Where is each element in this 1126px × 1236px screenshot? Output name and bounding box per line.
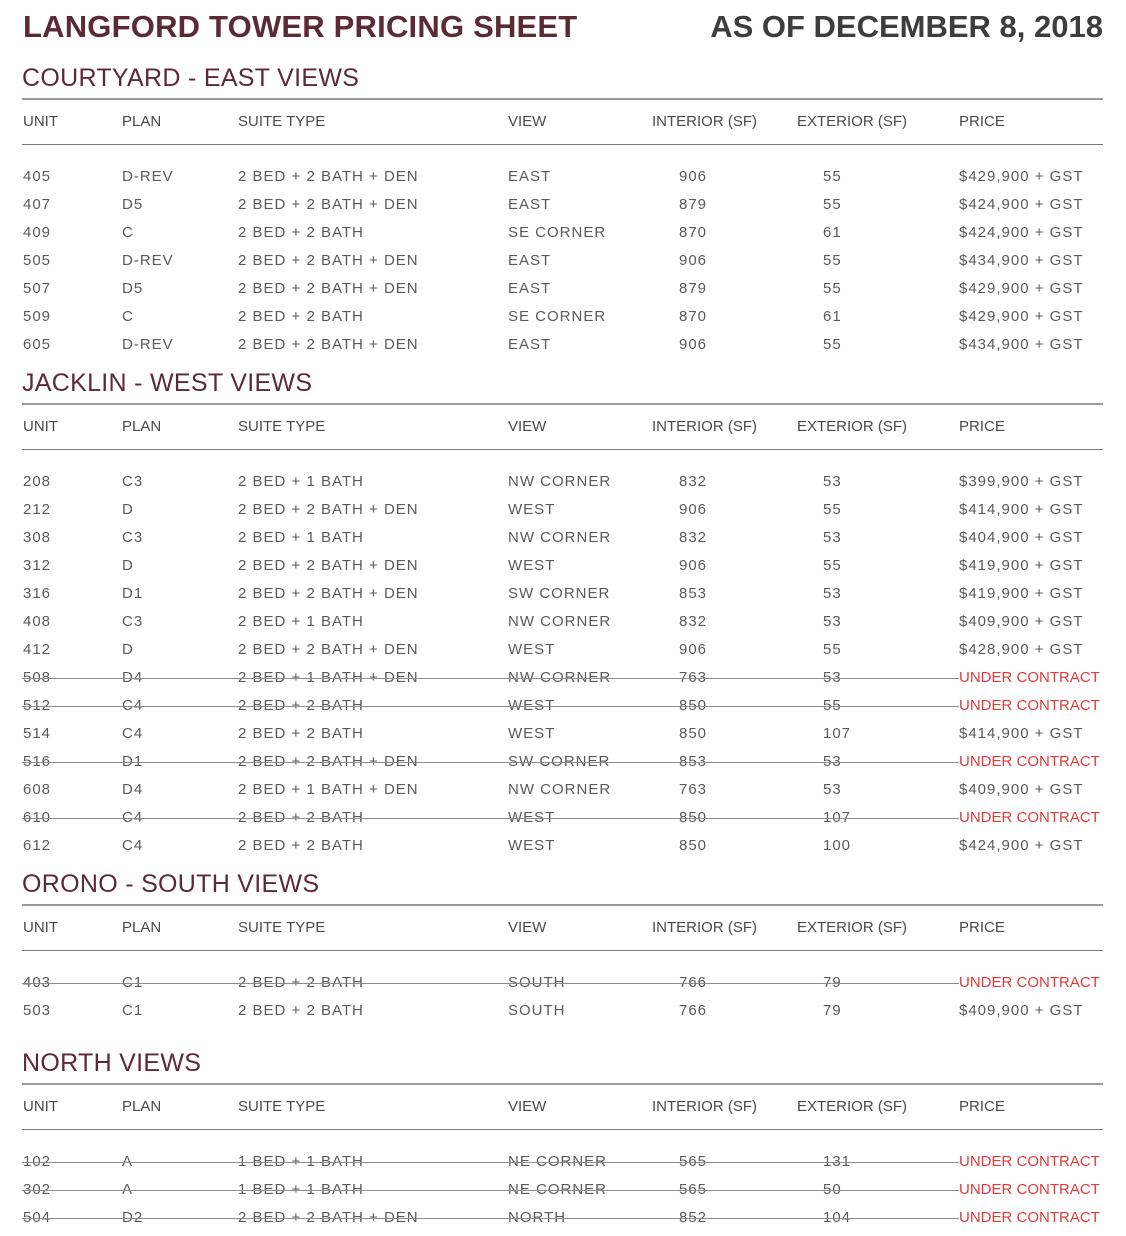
view-cell: EAST: [508, 280, 552, 297]
price-cell: $428,900 + GST: [959, 641, 1084, 658]
plan-cell: D4: [122, 781, 144, 798]
view-cell: NW CORNER: [508, 529, 612, 546]
under-contract-status: UNDER CONTRACT: [959, 753, 1100, 770]
price-cell: $409,900 + GST: [959, 613, 1084, 630]
column-header-price: PRICE: [959, 113, 1005, 130]
interior-sf-cell: 906: [679, 336, 708, 353]
table-body: [22, 1130, 1103, 1236]
unit-cell: 610: [23, 809, 52, 826]
strikethrough-line: [22, 678, 959, 679]
plan-cell: D1: [122, 753, 144, 770]
view-cell: EAST: [508, 252, 552, 269]
unit-cell: 102: [23, 1153, 52, 1170]
table-body: [22, 951, 1103, 1029]
under-contract-status: UNDER CONTRACT: [959, 809, 1100, 826]
column-header-price: PRICE: [959, 919, 1005, 936]
pricing-section: [22, 58, 1103, 363]
view-cell: SE CORNER: [508, 224, 607, 241]
column-header-view: VIEW: [508, 418, 547, 435]
column-header-view: VIEW: [508, 919, 547, 936]
pricing-section: [22, 864, 1103, 1029]
view-cell: SOUTH: [508, 974, 566, 991]
view-cell: NW CORNER: [508, 669, 612, 686]
unit-cell: 516: [23, 753, 52, 770]
view-cell: WEST: [508, 641, 556, 658]
table-row: [22, 303, 1103, 331]
under-contract-status: UNDER CONTRACT: [959, 697, 1100, 714]
interior-sf-cell: 852: [679, 1209, 708, 1226]
column-header-unit: UNIT: [23, 1098, 58, 1115]
section-title: NORTH VIEWS: [22, 1049, 202, 1077]
column-header-view: VIEW: [508, 1098, 547, 1115]
table-row: [22, 608, 1103, 636]
under-contract-status: UNDER CONTRACT: [959, 669, 1100, 686]
price-cell: $429,900 + GST: [959, 280, 1084, 297]
exterior-sf-cell: 50: [823, 1181, 842, 1198]
plan-cell: C4: [122, 809, 144, 826]
column-header-view: VIEW: [508, 113, 547, 130]
plan-cell: C: [122, 308, 134, 325]
table-row: [22, 748, 1103, 776]
interior-sf-cell: 850: [679, 697, 708, 714]
price-cell: $414,900 + GST: [959, 725, 1084, 742]
unit-cell: 316: [23, 585, 52, 602]
plan-cell: C1: [122, 974, 144, 991]
interior-sf-cell: 850: [679, 725, 708, 742]
strikethrough-line: [22, 1190, 959, 1191]
strikethrough-line: [22, 1218, 959, 1219]
plan-cell: A: [122, 1153, 134, 1170]
view-cell: NE CORNER: [508, 1153, 608, 1170]
table-header-row: [22, 100, 1103, 144]
suite-type-cell: 2 BED + 2 BATH: [238, 725, 364, 742]
exterior-sf-cell: 55: [823, 501, 842, 518]
exterior-sf-cell: 104: [823, 1209, 852, 1226]
view-cell: SW CORNER: [508, 753, 611, 770]
exterior-sf-cell: 55: [823, 280, 842, 297]
strikethrough-line: [22, 1162, 959, 1163]
exterior-sf-cell: 53: [823, 781, 842, 798]
interior-sf-cell: 870: [679, 224, 708, 241]
suite-type-cell: 2 BED + 1 BATH: [238, 529, 364, 546]
suite-type-cell: 1 BED + 1 BATH: [238, 1153, 364, 1170]
under-contract-status: UNDER CONTRACT: [959, 974, 1100, 991]
column-header-interior: INTERIOR (SF): [652, 919, 757, 936]
column-header-suite-type: SUITE TYPE: [238, 113, 326, 130]
table-row: [22, 664, 1103, 692]
table-row: [22, 580, 1103, 608]
view-cell: SE CORNER: [508, 308, 607, 325]
view-cell: NW CORNER: [508, 613, 612, 630]
page-title: LANGFORD TOWER PRICING SHEET: [23, 9, 578, 44]
table-header-row: [22, 405, 1103, 449]
interior-sf-cell: 853: [679, 585, 708, 602]
exterior-sf-cell: 61: [823, 224, 842, 241]
table-row: [22, 524, 1103, 552]
under-contract-status: UNDER CONTRACT: [959, 1181, 1100, 1198]
column-header-price: PRICE: [959, 1098, 1005, 1115]
interior-sf-cell: 832: [679, 529, 708, 546]
column-header-interior: INTERIOR (SF): [652, 418, 757, 435]
exterior-sf-cell: 53: [823, 529, 842, 546]
column-header-plan: PLAN: [122, 418, 162, 435]
unit-cell: 405: [23, 168, 52, 185]
plan-cell: C3: [122, 613, 144, 630]
exterior-sf-cell: 100: [823, 837, 852, 854]
exterior-sf-cell: 53: [823, 753, 842, 770]
plan-cell: D5: [122, 280, 144, 297]
price-cell: $424,900 + GST: [959, 196, 1084, 213]
interior-sf-cell: 763: [679, 669, 708, 686]
unit-cell: 308: [23, 529, 52, 546]
section-title: COURTYARD - EAST VIEWS: [22, 64, 360, 92]
unit-cell: 212: [23, 501, 52, 518]
table-row: [22, 219, 1103, 247]
sections-container: [22, 58, 1103, 1236]
pricing-section: [22, 1043, 1103, 1236]
section-title: JACKLIN - WEST VIEWS: [22, 369, 313, 397]
unit-cell: 514: [23, 725, 52, 742]
suite-type-cell: 2 BED + 2 BATH + DEN: [238, 501, 419, 518]
suite-type-cell: 2 BED + 2 BATH: [238, 224, 364, 241]
view-cell: WEST: [508, 725, 556, 742]
suite-type-cell: 2 BED + 1 BATH + DEN: [238, 781, 419, 798]
view-cell: WEST: [508, 809, 556, 826]
price-cell: $419,900 + GST: [959, 557, 1084, 574]
suite-type-cell: 2 BED + 2 BATH + DEN: [238, 252, 419, 269]
unit-cell: 408: [23, 613, 52, 630]
interior-sf-cell: 850: [679, 837, 708, 854]
view-cell: EAST: [508, 196, 552, 213]
plan-cell: D-REV: [122, 168, 174, 185]
exterior-sf-cell: 55: [823, 252, 842, 269]
unit-cell: 505: [23, 252, 52, 269]
suite-type-cell: 2 BED + 2 BATH + DEN: [238, 753, 419, 770]
unit-cell: 508: [23, 669, 52, 686]
interior-sf-cell: 763: [679, 781, 708, 798]
view-cell: NW CORNER: [508, 473, 612, 490]
price-cell: $429,900 + GST: [959, 308, 1084, 325]
suite-type-cell: 2 BED + 2 BATH: [238, 1002, 364, 1019]
price-cell: $404,900 + GST: [959, 529, 1084, 546]
strikethrough-line: [22, 818, 959, 819]
pricing-sheet: [22, 0, 1103, 1236]
table-row: [22, 776, 1103, 804]
column-header-price: PRICE: [959, 418, 1005, 435]
exterior-sf-cell: 79: [823, 1002, 842, 1019]
suite-type-cell: 2 BED + 2 BATH: [238, 809, 364, 826]
table-header-row: [22, 906, 1103, 950]
suite-type-cell: 2 BED + 2 BATH + DEN: [238, 641, 419, 658]
interior-sf-cell: 879: [679, 196, 708, 213]
header: [22, 0, 1103, 58]
unit-cell: 409: [23, 224, 52, 241]
interior-sf-cell: 853: [679, 753, 708, 770]
interior-sf-cell: 565: [679, 1153, 708, 1170]
unit-cell: 503: [23, 1002, 52, 1019]
strikethrough-line: [22, 983, 959, 984]
interior-sf-cell: 906: [679, 501, 708, 518]
view-cell: SOUTH: [508, 1002, 566, 1019]
column-header-suite-type: SUITE TYPE: [238, 418, 326, 435]
column-header-suite-type: SUITE TYPE: [238, 1098, 326, 1115]
suite-type-cell: 2 BED + 2 BATH + DEN: [238, 557, 419, 574]
plan-cell: D2: [122, 1209, 144, 1226]
price-cell: $429,900 + GST: [959, 168, 1084, 185]
exterior-sf-cell: 107: [823, 725, 852, 742]
unit-cell: 509: [23, 308, 52, 325]
suite-type-cell: 2 BED + 2 BATH: [238, 837, 364, 854]
unit-cell: 608: [23, 781, 52, 798]
interior-sf-cell: 850: [679, 809, 708, 826]
table-row: [22, 636, 1103, 664]
price-cell: $409,900 + GST: [959, 1002, 1084, 1019]
plan-cell: D-REV: [122, 336, 174, 353]
strikethrough-line: [22, 762, 959, 763]
plan-cell: C4: [122, 697, 144, 714]
plan-cell: D: [122, 557, 134, 574]
interior-sf-cell: 906: [679, 168, 708, 185]
as-of-date: AS OF DECEMBER 8, 2018: [710, 9, 1103, 44]
suite-type-cell: 2 BED + 2 BATH + DEN: [238, 336, 419, 353]
column-header-plan: PLAN: [122, 919, 162, 936]
unit-cell: 512: [23, 697, 52, 714]
table-row: [22, 468, 1103, 496]
interior-sf-cell: 906: [679, 641, 708, 658]
column-header-unit: UNIT: [23, 418, 58, 435]
view-cell: WEST: [508, 697, 556, 714]
column-header-exterior: EXTERIOR (SF): [797, 418, 908, 435]
interior-sf-cell: 766: [679, 974, 708, 991]
plan-cell: C1: [122, 1002, 144, 1019]
plan-cell: A: [122, 1181, 134, 1198]
plan-cell: D5: [122, 196, 144, 213]
view-cell: EAST: [508, 168, 552, 185]
column-header-exterior: EXTERIOR (SF): [797, 113, 908, 130]
plan-cell: D1: [122, 585, 144, 602]
unit-cell: 507: [23, 280, 52, 297]
table-row: [22, 331, 1103, 359]
view-cell: NORTH: [508, 1209, 567, 1226]
interior-sf-cell: 565: [679, 1181, 708, 1198]
table-row: [22, 552, 1103, 580]
unit-cell: 412: [23, 641, 52, 658]
suite-type-cell: 2 BED + 2 BATH + DEN: [238, 1209, 419, 1226]
table-row: [22, 191, 1103, 219]
plan-cell: D: [122, 641, 134, 658]
under-contract-status: UNDER CONTRACT: [959, 1209, 1100, 1226]
table-row: [22, 720, 1103, 748]
view-cell: SW CORNER: [508, 585, 611, 602]
unit-cell: 605: [23, 336, 52, 353]
price-cell: $434,900 + GST: [959, 336, 1084, 353]
price-cell: $414,900 + GST: [959, 501, 1084, 518]
unit-cell: 407: [23, 196, 52, 213]
exterior-sf-cell: 55: [823, 641, 842, 658]
table-row: [22, 1204, 1103, 1232]
exterior-sf-cell: 107: [823, 809, 852, 826]
view-cell: NE CORNER: [508, 1181, 608, 1198]
exterior-sf-cell: 79: [823, 974, 842, 991]
exterior-sf-cell: 55: [823, 557, 842, 574]
table-row: [22, 275, 1103, 303]
price-cell: $409,900 + GST: [959, 781, 1084, 798]
suite-type-cell: 2 BED + 1 BATH: [238, 613, 364, 630]
view-cell: WEST: [508, 557, 556, 574]
plan-cell: C3: [122, 529, 144, 546]
plan-cell: C: [122, 224, 134, 241]
interior-sf-cell: 906: [679, 252, 708, 269]
table-row: [22, 496, 1103, 524]
column-header-exterior: EXTERIOR (SF): [797, 1098, 908, 1115]
exterior-sf-cell: 55: [823, 168, 842, 185]
strikethrough-line: [22, 706, 959, 707]
column-header-unit: UNIT: [23, 113, 58, 130]
section-title: ORONO - SOUTH VIEWS: [22, 870, 320, 898]
plan-cell: D: [122, 501, 134, 518]
table-row: [22, 1148, 1103, 1176]
exterior-sf-cell: 53: [823, 473, 842, 490]
table-row: [22, 1176, 1103, 1204]
exterior-sf-cell: 55: [823, 196, 842, 213]
column-header-plan: PLAN: [122, 113, 162, 130]
exterior-sf-cell: 55: [823, 697, 842, 714]
unit-cell: 302: [23, 1181, 52, 1198]
price-cell: $424,900 + GST: [959, 224, 1084, 241]
suite-type-cell: 2 BED + 2 BATH: [238, 308, 364, 325]
table-row: [22, 969, 1103, 997]
exterior-sf-cell: 61: [823, 308, 842, 325]
table-header-row: [22, 1085, 1103, 1129]
column-header-interior: INTERIOR (SF): [652, 113, 757, 130]
suite-type-cell: 2 BED + 2 BATH + DEN: [238, 168, 419, 185]
column-header-unit: UNIT: [23, 919, 58, 936]
plan-cell: D-REV: [122, 252, 174, 269]
view-cell: NW CORNER: [508, 781, 612, 798]
exterior-sf-cell: 131: [823, 1153, 852, 1170]
interior-sf-cell: 879: [679, 280, 708, 297]
plan-cell: D4: [122, 669, 144, 686]
price-cell: $434,900 + GST: [959, 252, 1084, 269]
suite-type-cell: 2 BED + 2 BATH + DEN: [238, 196, 419, 213]
price-cell: $424,900 + GST: [959, 837, 1084, 854]
interior-sf-cell: 870: [679, 308, 708, 325]
suite-type-cell: 2 BED + 1 BATH + DEN: [238, 669, 419, 686]
pricing-section: [22, 363, 1103, 864]
interior-sf-cell: 906: [679, 557, 708, 574]
exterior-sf-cell: 53: [823, 613, 842, 630]
unit-cell: 312: [23, 557, 52, 574]
table-body: [22, 145, 1103, 363]
suite-type-cell: 2 BED + 2 BATH: [238, 974, 364, 991]
exterior-sf-cell: 53: [823, 585, 842, 602]
column-header-exterior: EXTERIOR (SF): [797, 919, 908, 936]
exterior-sf-cell: 53: [823, 669, 842, 686]
interior-sf-cell: 766: [679, 1002, 708, 1019]
under-contract-status: UNDER CONTRACT: [959, 1153, 1100, 1170]
exterior-sf-cell: 55: [823, 336, 842, 353]
suite-type-cell: 2 BED + 1 BATH: [238, 473, 364, 490]
table-row: [22, 832, 1103, 860]
plan-cell: C4: [122, 725, 144, 742]
column-header-interior: INTERIOR (SF): [652, 1098, 757, 1115]
view-cell: WEST: [508, 501, 556, 518]
suite-type-cell: 2 BED + 2 BATH: [238, 697, 364, 714]
suite-type-cell: 1 BED + 1 BATH: [238, 1181, 364, 1198]
price-cell: $419,900 + GST: [959, 585, 1084, 602]
view-cell: EAST: [508, 336, 552, 353]
interior-sf-cell: 832: [679, 473, 708, 490]
table-row: [22, 163, 1103, 191]
suite-type-cell: 2 BED + 2 BATH + DEN: [238, 280, 419, 297]
plan-cell: C3: [122, 473, 144, 490]
unit-cell: 208: [23, 473, 52, 490]
table-row: [22, 692, 1103, 720]
column-header-suite-type: SUITE TYPE: [238, 919, 326, 936]
table-row: [22, 804, 1103, 832]
table-row: [22, 997, 1103, 1025]
interior-sf-cell: 832: [679, 613, 708, 630]
unit-cell: 403: [23, 974, 52, 991]
unit-cell: 612: [23, 837, 52, 854]
column-header-plan: PLAN: [122, 1098, 162, 1115]
view-cell: WEST: [508, 837, 556, 854]
unit-cell: 504: [23, 1209, 52, 1226]
suite-type-cell: 2 BED + 2 BATH + DEN: [238, 585, 419, 602]
price-cell: $399,900 + GST: [959, 473, 1084, 490]
table-body: [22, 450, 1103, 864]
table-row: [22, 247, 1103, 275]
plan-cell: C4: [122, 837, 144, 854]
